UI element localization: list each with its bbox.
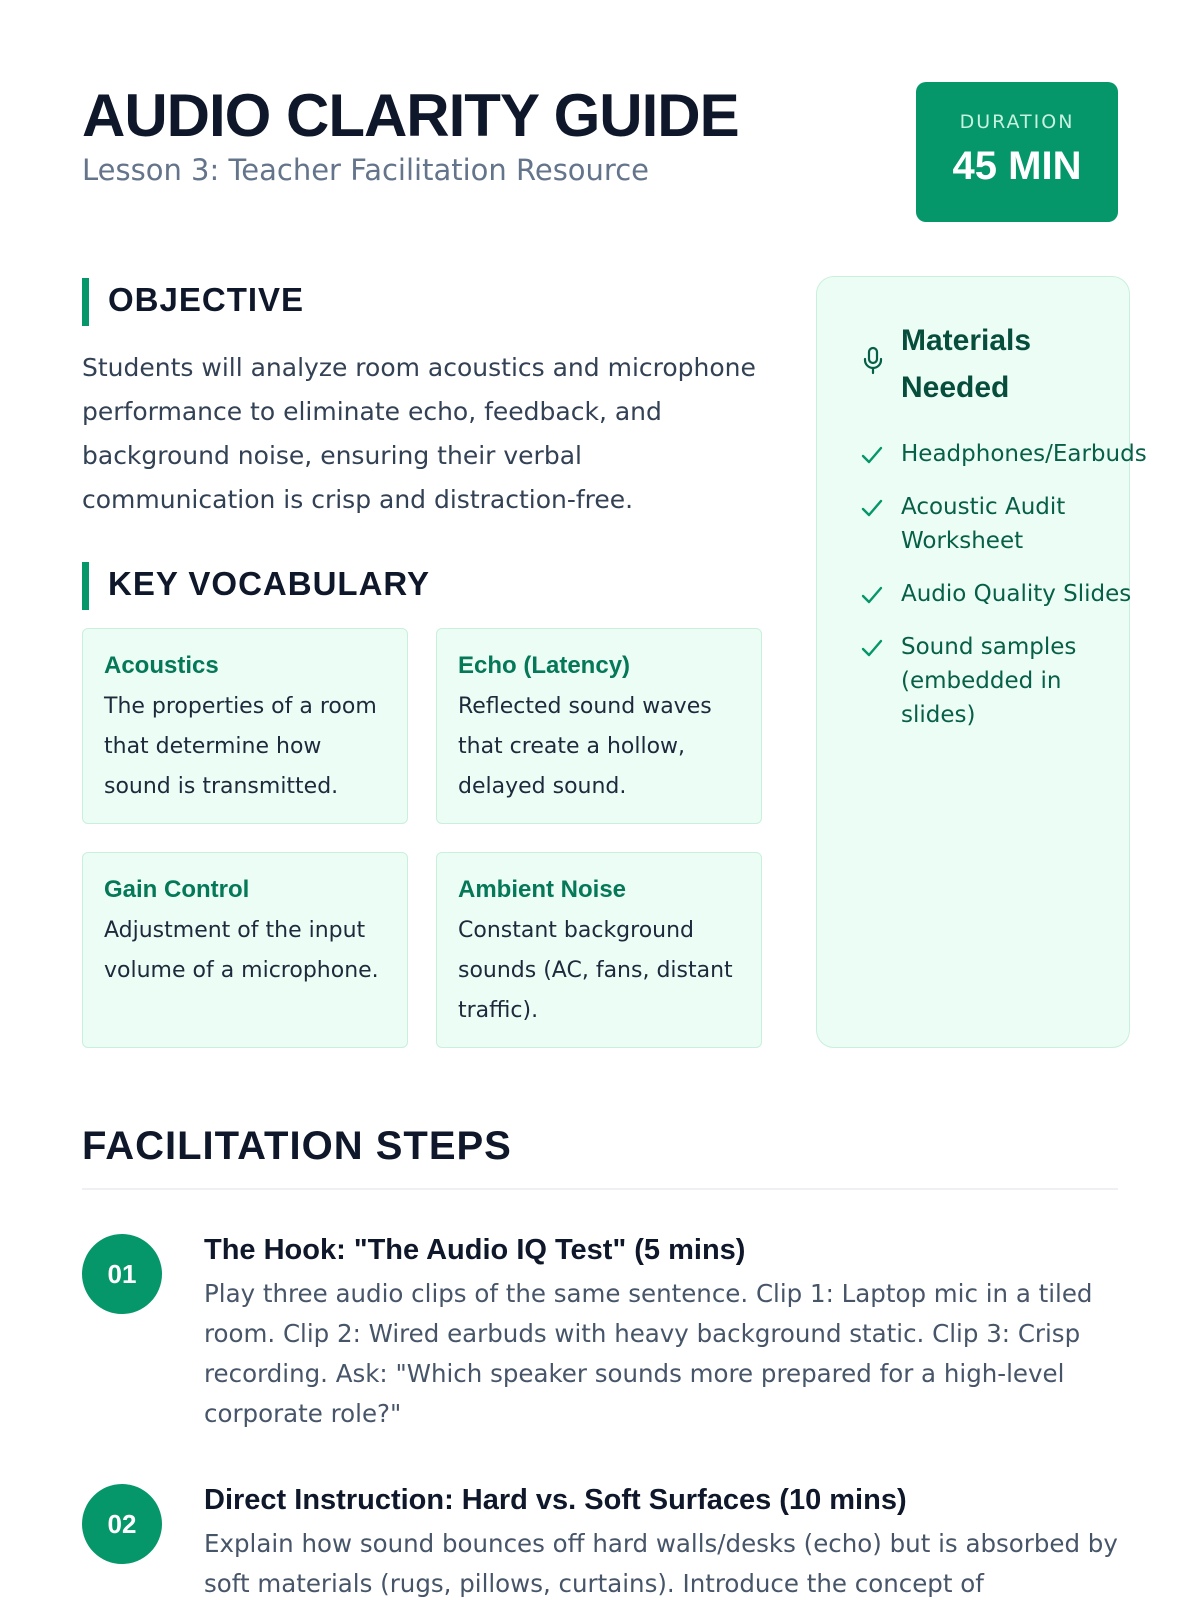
vocab-term: Echo (Latency) — [458, 652, 631, 679]
vocab-term: Gain Control — [104, 876, 250, 903]
vocab-definition: Adjustment of the input volume of a microphone. — [104, 918, 379, 983]
page-title: AUDIO CLARITY GUIDE — [82, 82, 739, 149]
check-icon — [861, 445, 883, 465]
duration-value: 45 MIN — [952, 144, 1082, 188]
microphone-icon — [861, 345, 885, 377]
page-subtitle: Lesson 3: Teacher Facilitation Resource — [82, 153, 650, 187]
list-item — [861, 630, 1133, 732]
step-number-badge: 01 — [82, 1234, 162, 1314]
material-label: Audio Quality Slides — [901, 581, 1132, 607]
materials-title: Materials Needed — [901, 324, 1032, 404]
objective-heading: OBJECTIVE — [82, 278, 304, 322]
vocab-definition: Constant background sounds (AC, fans, distant traffic). — [458, 918, 733, 1023]
vocab-definition: Reflected sound waves that create a hollow, delayed sound. — [458, 694, 712, 799]
material-label: Headphones/Earbuds — [901, 441, 1147, 467]
list-item — [861, 490, 1133, 558]
step-text: Play three audio clips of the same sentence. Clip 1: Laptop mic in a tiled room. Clip 2: Wired earbuds with heavy background static. Clip 3: Crisp recording. Ask: "Which speaker sounds more prepared for a high-level corporate role?" — [204, 1279, 1093, 1428]
duration-label: DURATION — [959, 111, 1075, 133]
vocab-term: Acoustics — [104, 652, 219, 679]
material-label: Sound samples (embedded in slides) — [901, 634, 1077, 728]
step-number-badge: 02 — [82, 1484, 162, 1564]
duration-badge — [916, 82, 1118, 222]
check-icon — [861, 585, 883, 605]
header — [82, 80, 1118, 220]
step-body — [204, 1478, 1118, 1600]
materials-header — [861, 317, 1129, 417]
step-title: The Hook: "The Audio IQ Test" (5 mins) — [204, 1234, 746, 1266]
vocab-card-echo — [436, 628, 762, 824]
step-text: Explain how sound bounces off hard walls/desks (echo) but is absorbed by soft materials (rugs, pillows, curtains). Introduce the concept of — [204, 1529, 1118, 1598]
check-icon — [861, 498, 883, 518]
objective-text: Students will analyze room acoustics and microphone performance to eliminate echo, feedback, and background noise, ensuring their verbal communication is crisp and distraction-free. — [82, 353, 756, 514]
materials-panel — [816, 276, 1147, 1048]
step-title: Direct Instruction: Hard vs. Soft Surfaces (10 mins) — [204, 1484, 907, 1516]
materials-list — [861, 437, 1147, 732]
vocab-card-gain-control — [82, 852, 408, 1048]
material-label: Acoustic Audit Worksheet — [901, 494, 1066, 554]
vocab-definition: The properties of a room that determine how sound is transmitted. — [104, 694, 377, 799]
vocab-card-ambient-noise — [436, 852, 762, 1048]
check-icon — [861, 638, 883, 658]
list-item — [861, 437, 1147, 471]
vocab-term: Ambient Noise — [458, 876, 627, 903]
step-body — [204, 1228, 1118, 1434]
list-item — [861, 577, 1133, 611]
vocabulary-heading: KEY VOCABULARY — [82, 562, 430, 606]
vocab-card-acoustics — [82, 628, 408, 824]
divider — [82, 1188, 1118, 1190]
facilitation-heading: FACILITATION STEPS — [82, 1124, 512, 1168]
